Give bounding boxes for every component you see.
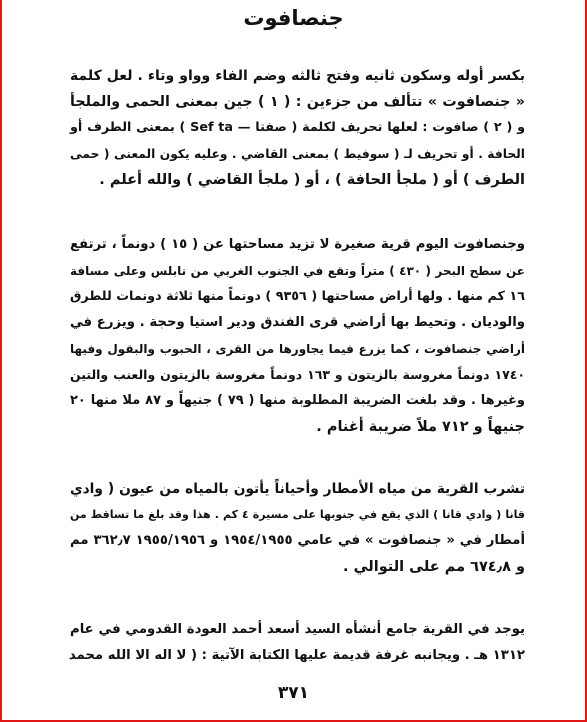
text-line: أمطار في « جنصافوت » في عامي ١٩٥٤/١٩٥٥ و ١٩٥٥/١٩٥٦ ٣٦٢٫٧ مم (70, 533, 525, 548)
text-line: « جنصافوت » تتألف من جزءين : ( ١ ) جين بمعنى الحمى والملجأ (70, 94, 525, 110)
text-line: بكسر أوله وسكون ثانيه وفتح ثالثه وضم الفاء وواو وتاء . لعل كلمة (70, 68, 525, 84)
text-line: عن سطح البحر ( ٤٣٠ ) متراً وتقع في الجنوب الغربي من نابلس وعلى مسافة (70, 264, 525, 278)
text-line: الطرف ) أو ( ملجأ الحافة ) ، أو ( ملجأ القاضي ) والله أعلم . (99, 172, 525, 188)
text-line: أراضي جنصافوت ، كما يزرع فيما يجاورها من القرى ، الحبوب والبقول وفيها (70, 342, 525, 356)
text-line: و ( ٢ ) صافوت : لعلها تحريف لكلمة ( صفتا — Sef ta ) بمعنى الطرف أو (70, 120, 525, 135)
page-number: ٣٧١ (277, 683, 310, 703)
text-line: تشرب القرية من مياه الأمطار وأحياناً يأتون بالمياه من عيون ( وادي (70, 481, 525, 497)
text-line: ١٧٤٠ دونماً مغروسة بالزيتون و ١٦٣ دونماً مغروسة بالزيتون والعنب والتين (70, 367, 525, 382)
text-line: وجنصافوت اليوم قرية صغيرة لا تزيد مساحتها عن ( ١٥ ) دونماً ، ترتفع (70, 237, 525, 252)
text-line: قانا ( وادي قانا ) الذي يقع في جنوبها على مسيرة ٤ كم . هذا وقد بلغ ما تساقط من (70, 508, 525, 521)
text-line: والوديان . وتحيط بها أراضي قرى الفندق ودير استيا وحجة . ويزرع في (70, 315, 525, 330)
page-title: جنصافوت (243, 6, 344, 30)
text-line: وغيرها . وقد بلغت الضريبة المطلوبة منها ( ٧٩ ) جنيهاً و ٨٧ ملا منها ٢٠ (70, 393, 525, 408)
text-line: جنيهاً و ٧١٢ ملاً ضريبة أغنام . (316, 419, 525, 435)
text-line: يوجد في القرية جامع أنشأه السيد أسعد أحمد العودة القدومي في عام (70, 622, 525, 637)
text-line: الحافة . أو تحريف لـ ( سوفيط ) بمعنى القاضي . وعليه يكون المعنى ( حمى (70, 147, 525, 161)
text-line: ١٣١٢ هـ . ويجانبه غرفة قديمة عليها الكتابة الآتية : ( لا اله الا الله محمد (68, 648, 525, 663)
text-line: ١٦ كم منها . ولها أراض مساحتها ( ٩٣٥٦ ) دونماً منها ثلاثة دونمات للطرق (70, 289, 525, 304)
text-line: و ٦٧٤٫٨ مم على التوالي . (343, 559, 525, 575)
